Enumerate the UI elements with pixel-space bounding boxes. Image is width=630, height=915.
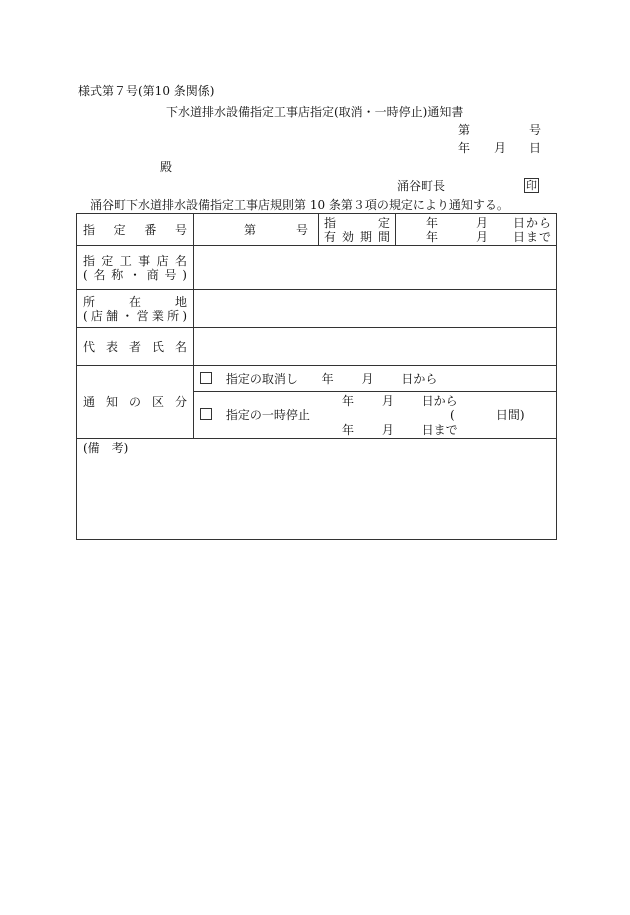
doc-number-dai: 第 [458,123,471,137]
intro-sentence: 涌谷町下水道排水設備指定工事店規則第 10 条第３項の規定により通知する。 [90,198,509,212]
date-month: 月 [494,141,507,155]
suspend-until-month: 月 [381,423,394,437]
seal-stamp: 印 [526,179,537,192]
representative-label-cell [77,328,194,366]
form-number: 様式第７号(第10 条関係) [78,84,215,98]
validity-from-year: 年 [426,215,439,230]
representative-value-cell[interactable] [194,328,557,366]
suspend-until-day: 日まで [421,423,458,437]
shop-name-value-cell[interactable] [194,246,557,290]
designation-number-value-cell[interactable] [194,214,319,246]
label-char-3: 番 [144,222,157,237]
option-cancel-cell[interactable] [194,366,557,392]
notice-type-label-cell [77,366,194,439]
validity-until-month: 月 [476,229,489,244]
number-dai: 第 [244,222,257,237]
doc-number-go: 号 [529,123,542,137]
validity-char-2: 定 [377,215,390,230]
notification-form-table [76,213,557,540]
suspend-from-line [342,394,458,408]
designation-number-label [83,223,187,237]
representative-label: 代 表 者 氏 名 [83,339,187,354]
validity-from-month: 月 [476,215,489,230]
row-remarks [77,439,557,540]
validity-from-day: 日から [512,215,552,230]
shop-name-label-cell [77,246,194,290]
label-char-2: 定 [113,222,126,237]
validity-char-3: 有 [324,229,337,244]
suspend-days-open: ( [450,408,455,422]
location-value-cell[interactable] [194,290,557,328]
row-location [77,290,557,328]
validity-label-line-2 [324,230,390,244]
remarks-cell[interactable] [77,439,557,540]
validity-char-6: 間 [377,229,390,244]
option-suspend-label: 指定の一時停止 [225,408,310,422]
cancel-year: 年 [321,371,334,386]
suspend-checkbox[interactable] [200,408,212,420]
designation-number-label-cell [77,214,194,246]
validity-from-line [426,216,552,230]
location-label-cell [77,290,194,328]
row-representative [77,328,557,366]
suspend-from-year: 年 [342,394,355,408]
validity-until-year: 年 [426,229,439,244]
seal-mark [524,178,539,193]
shop-name-sublabel: ( 名 称 ・ 商 号 ) [83,267,187,282]
validity-char-5: 期 [359,229,372,244]
label-char-1: 指 [83,222,96,237]
row-shop-name [77,246,557,290]
issuer: 涌谷町長 [397,179,446,193]
validity-char-4: 効 [341,229,354,244]
suspend-until-line [342,423,458,437]
cancel-day-from: 日から [401,371,438,386]
suspend-days-label: 日間) [495,408,525,422]
suspend-option[interactable] [200,408,310,422]
validity-until-line [426,230,552,244]
document-title: 下水道排水設備指定工事店指定(取消・一時停止)通知書 [166,105,464,119]
label-char-4: 号 [174,222,187,237]
addressee-suffix: 殿 [160,160,173,174]
row-notice-cancel [77,366,557,392]
cancel-month: 月 [361,371,374,386]
validity-label-line-1 [324,216,390,230]
location-sublabel: ( 店 舗 ・ 営 業 所 ) [83,308,187,323]
remarks-label: (備 考) [83,441,129,455]
location-label: 所 在 地 [83,294,187,309]
date-year: 年 [458,141,471,155]
number-go: 号 [295,222,308,237]
validity-label-cell [319,214,396,246]
row-designation-number [77,214,557,246]
validity-char-1: 指 [324,215,337,230]
validity-until-day: 日まで [512,229,552,244]
suspend-until-year: 年 [342,423,355,437]
validity-dates-cell[interactable] [396,214,557,246]
option-cancel-label: 指定の取消し [225,371,298,386]
suspend-from-day: 日から [421,394,458,408]
cancel-checkbox[interactable] [200,372,212,384]
option-suspend-cell[interactable] [194,392,557,439]
suspend-from-month: 月 [381,394,394,408]
date-day: 日 [529,141,542,155]
shop-name-label: 指 定 工 事 店 名 [83,253,187,268]
notice-type-label: 通 知 の 区 分 [83,395,187,409]
suspend-days-line [450,408,525,422]
